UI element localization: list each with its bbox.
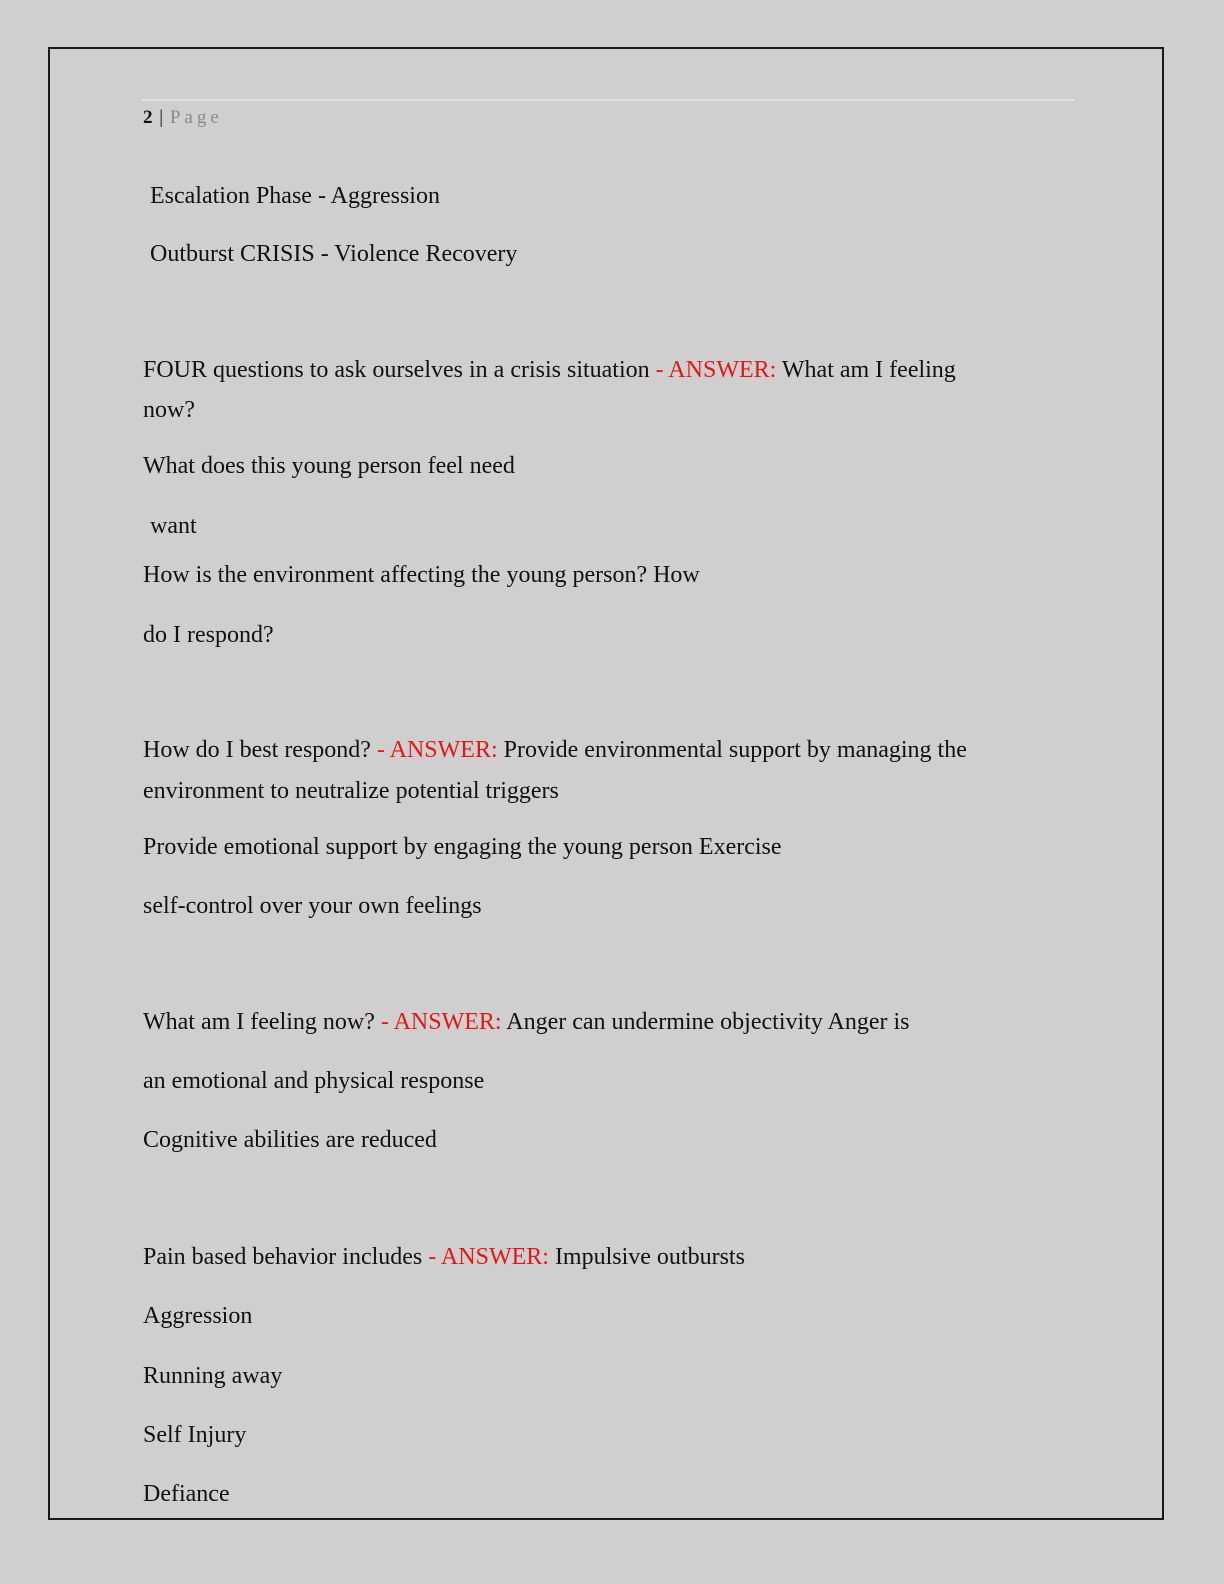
question-text: Pain based behavior includes <box>143 1244 423 1270</box>
answer-line: Running away <box>143 1363 283 1389</box>
header-rule <box>142 99 1074 101</box>
answer-tag: - ANSWER: <box>380 1009 502 1035</box>
page-word: Page <box>169 107 223 128</box>
answer-line: How is the environment affecting the young person? How <box>143 562 700 588</box>
question-text: How do I best respond? <box>143 737 371 763</box>
answer-line: environment to neutralize potential triggers <box>143 778 559 804</box>
page-number: 2 <box>143 107 153 128</box>
answer-line: do I respond? <box>143 622 274 648</box>
answer-line: What does this young person feel need <box>143 453 515 479</box>
answer-text: Provide environmental support by managing the <box>503 737 967 763</box>
answer-line: Cognitive abilities are reduced <box>143 1127 437 1153</box>
answer-line: Aggression <box>143 1303 253 1329</box>
qa-question-line <box>143 1002 909 1042</box>
page-header <box>143 106 223 130</box>
answer-text: Anger can undermine objectivity Anger is <box>506 1009 910 1035</box>
answer-line: want <box>150 513 197 539</box>
qa-question-line <box>143 1237 745 1277</box>
qa-question-line <box>143 350 956 390</box>
question-text: FOUR questions to ask ourselves in a crisis situation <box>143 357 650 383</box>
phase-line-1: Escalation Phase - Aggression <box>150 183 440 209</box>
answer-line: Defiance <box>143 1481 230 1507</box>
answer-tag: - ANSWER: <box>655 357 777 383</box>
answer-text: What am I feeling <box>781 357 956 383</box>
answer-line: Self Injury <box>143 1422 247 1448</box>
answer-line: now? <box>143 397 195 423</box>
answer-text: Impulsive outbursts <box>554 1244 745 1270</box>
question-text: What am I feeling now? <box>143 1009 375 1035</box>
answer-line: an emotional and physical response <box>143 1068 485 1094</box>
header-separator: | <box>159 107 164 128</box>
answer-tag: - ANSWER: <box>376 737 498 763</box>
answer-tag: - ANSWER: <box>428 1244 549 1270</box>
phase-line-2: Outburst CRISIS - Violence Recovery <box>150 241 518 267</box>
answer-line: Provide emotional support by engaging the young person Exercise <box>143 834 782 860</box>
answer-line: self-control over your own feelings <box>143 893 482 919</box>
qa-question-line <box>143 730 967 770</box>
